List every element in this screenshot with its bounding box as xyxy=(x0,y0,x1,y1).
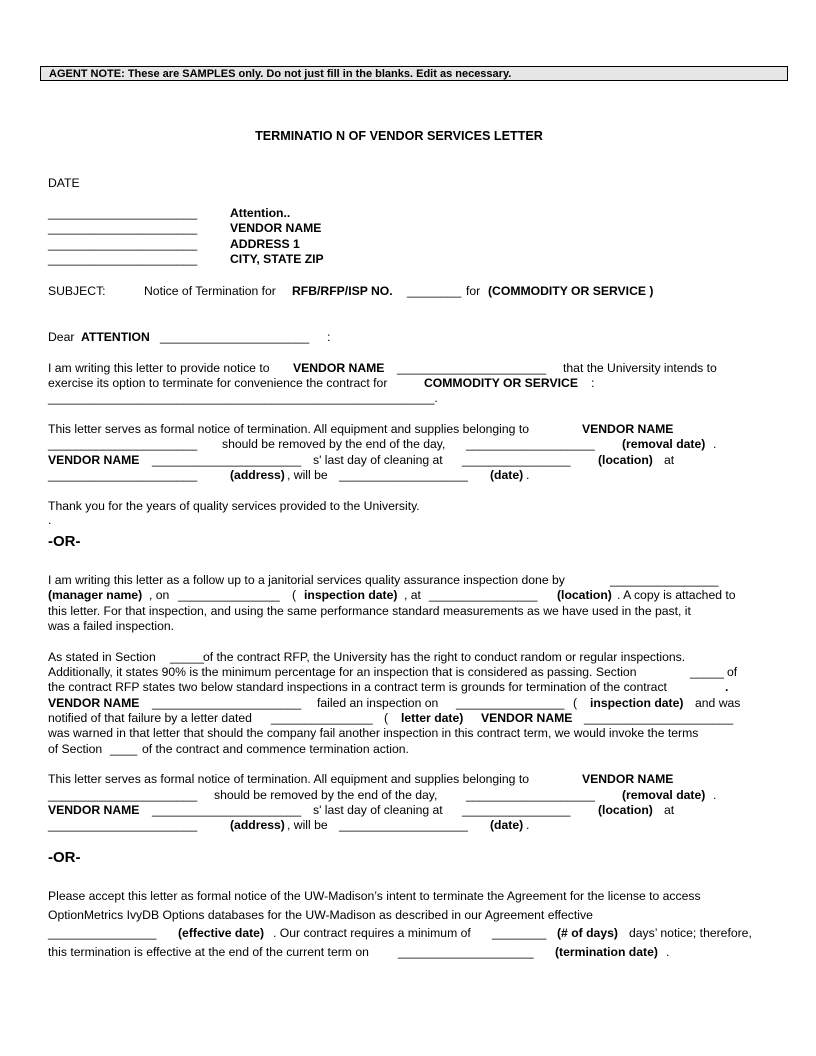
notice-text: . xyxy=(713,788,717,802)
p2-blank: _______________ xyxy=(178,588,280,602)
p3-text: As stated in Section xyxy=(48,650,156,664)
address-line-vendor: VENDOR NAME xyxy=(230,221,322,235)
notice-blank: ______________________ xyxy=(48,468,198,482)
notice-vendor: VENDOR NAME xyxy=(582,772,674,786)
p2-text: this letter. For that inspection, and using the same performance standard measurements as we have used in the past, it xyxy=(48,604,691,618)
p4-text: Please accept this letter as formal notice of the UW-Madison’s intent to terminate the Agreement for the license to access xyxy=(48,889,701,903)
p3-text: the contract RFP states two below standard inspections in a contract term is grounds for termination of the contract xyxy=(48,680,667,694)
notice-blank: ______________________ xyxy=(152,453,302,467)
p1-blank: ______________________ xyxy=(397,361,547,375)
notice-removal-date: (removal date) xyxy=(622,437,706,451)
address-line-city: CITY, STATE ZIP xyxy=(230,252,324,266)
subject-text: Notice of Termination for xyxy=(144,284,276,298)
p1-vendor: VENDOR NAME xyxy=(293,361,385,375)
notice-text: This letter serves as formal notice of termination. All equipment and supplies belonging to xyxy=(48,422,529,436)
notice-text: should be removed by the end of the day, xyxy=(222,437,446,451)
p4-days: (# of days) xyxy=(557,926,618,940)
p1-text: I am writing this letter to provide notice to xyxy=(48,361,270,375)
address-blank: ______________________ xyxy=(48,221,198,235)
p2-text: ( xyxy=(292,588,297,602)
notice-blank: ______________________ xyxy=(152,803,302,817)
p3-text: failed an inspection on xyxy=(317,696,439,710)
p4-effective-date: (effective date) xyxy=(178,926,265,940)
p3-text: . xyxy=(725,680,729,694)
notice-address: (address) xyxy=(230,818,285,832)
notice-text: , will be xyxy=(287,818,328,832)
notice-text: . xyxy=(526,818,530,832)
notice-text: This letter serves as formal notice of termination. All equipment and supplies belonging to xyxy=(48,772,529,786)
notice-vendor: VENDOR NAME xyxy=(48,453,140,467)
or-separator: -OR- xyxy=(48,533,81,550)
p4-text: OptionMetrics IvyDB Options databases for the UW-Madison as described in our Agreement effective xyxy=(48,908,593,922)
p3-blank: ________________ xyxy=(456,696,565,710)
notice-text: . xyxy=(526,468,530,482)
date-label: DATE xyxy=(48,176,80,190)
p4-blank: ____________________ xyxy=(398,945,534,959)
notice-blank: ________________ xyxy=(462,453,571,467)
address-line-1: ADDRESS 1 xyxy=(230,237,300,251)
p4-text: . Our contract requires a minimum of xyxy=(273,926,471,940)
greeting-blank: ______________________ xyxy=(160,330,310,344)
p4-blank: ________________ xyxy=(48,926,157,940)
p4-text: this termination is effective at the end of the current term on xyxy=(48,945,369,959)
p3-blank: _____ xyxy=(170,650,204,664)
notice-blank: ________________ xyxy=(462,803,571,817)
p3-text: notified of that failure by a letter dated xyxy=(48,711,252,725)
p3-blank: ______________________ xyxy=(152,696,302,710)
p3-blank: ____ xyxy=(110,742,138,756)
notice-text: at xyxy=(664,803,675,817)
thanks-sentence: Thank you for the years of quality services provided to the University. xyxy=(48,499,420,513)
p3-blank: ______________________ xyxy=(584,711,734,725)
p4-text: days’ notice; therefore, xyxy=(629,926,752,940)
p4-text: . xyxy=(666,945,670,959)
subject-blank: ________ xyxy=(407,284,462,298)
p3-text: of xyxy=(727,665,738,679)
notice-blank: ______________________ xyxy=(48,818,198,832)
notice-address: (address) xyxy=(230,468,285,482)
notice-location: (location) xyxy=(598,803,653,817)
greeting-dear: Dear xyxy=(48,330,75,344)
notice-blank: ___________________ xyxy=(466,437,595,451)
p2-text: , on xyxy=(149,588,170,602)
address-line-attention: Attention.. xyxy=(230,206,291,220)
p1-commodity: COMMODITY OR SERVICE xyxy=(424,376,578,390)
notice-text: . xyxy=(713,437,717,451)
notice-text: should be removed by the end of the day, xyxy=(214,788,438,802)
notice-text: , will be xyxy=(287,468,328,482)
p2-inspection-date: inspection date) xyxy=(304,588,398,602)
p1-blank-line: _________________________________________________________. xyxy=(48,391,438,405)
p3-text: ( xyxy=(384,711,389,725)
subject-commodity: (COMMODITY OR SERVICE ) xyxy=(488,284,654,298)
notice-date: (date) xyxy=(490,818,524,832)
p2-location: (location) xyxy=(557,588,612,602)
notice-blank: ___________________ xyxy=(339,818,468,832)
or-separator: -OR- xyxy=(48,849,81,866)
p3-text: was warned in that letter that should the company fail another inspection in this contract term, we would invoke the terms xyxy=(48,726,699,740)
p4-termination-date: (termination date) xyxy=(555,945,658,959)
p2-text: I am writing this letter as a follow up to a janitorial services quality assurance inspection done by xyxy=(48,573,565,587)
p2-text: was a failed inspection. xyxy=(48,619,175,633)
notice-vendor: VENDOR NAME xyxy=(48,803,140,817)
greeting-attention: ATTENTION xyxy=(81,330,150,344)
p2-manager: (manager name) xyxy=(48,588,143,602)
p3-blank: _____ xyxy=(690,665,724,679)
p2-blank: ________________ xyxy=(429,588,538,602)
notice-date: (date) xyxy=(490,468,524,482)
p3-vendor: VENDOR NAME xyxy=(48,696,140,710)
p3-text: Additionally, it states 90% is the minimum percentage for an inspection that is considered as passing. Section xyxy=(48,665,637,679)
p1-text: that the University intends to xyxy=(563,361,717,375)
p3-text: of the contract and commence termination action. xyxy=(142,742,409,756)
notice-removal-date: (removal date) xyxy=(622,788,706,802)
subject-for: for xyxy=(466,284,481,298)
notice-text: s' last day of cleaning at xyxy=(313,453,443,467)
p3-vendor: VENDOR NAME xyxy=(481,711,573,725)
notice-location: (location) xyxy=(598,453,653,467)
p3-letter-date: letter date) xyxy=(401,711,464,725)
notice-blank: ______________________ xyxy=(48,788,198,802)
p3-inspection-date: inspection date) xyxy=(590,696,684,710)
p1-text: : xyxy=(591,376,595,390)
p3-text: of the contract RFP, the University has the right to conduct random or regular inspections. xyxy=(203,650,686,664)
p1-text: exercise its option to terminate for convenience the contract for xyxy=(48,376,388,390)
p4-blank: ________ xyxy=(492,926,547,940)
subject-label: SUBJECT: xyxy=(48,284,106,298)
p3-text: of Section xyxy=(48,742,103,756)
address-blank: ______________________ xyxy=(48,252,198,266)
subject-rfb: RFB/RFP/ISP NO. xyxy=(292,284,393,298)
address-blank: ______________________ xyxy=(48,206,198,220)
p2-text: , at xyxy=(404,588,421,602)
notice-blank: ______________________ xyxy=(48,437,198,451)
notice-text: s' last day of cleaning at xyxy=(313,803,443,817)
p2-blank: ________________ xyxy=(610,573,719,587)
p3-blank: _______________ xyxy=(271,711,373,725)
agent-note-banner: AGENT NOTE: These are SAMPLES only. Do not just fill in the blanks. Edit as necessary. xyxy=(40,66,788,81)
address-blank: ______________________ xyxy=(48,237,198,251)
p3-text: and was xyxy=(695,696,741,710)
notice-text: at xyxy=(664,453,675,467)
stray-dot: . xyxy=(48,513,52,527)
notice-vendor: VENDOR NAME xyxy=(582,422,674,436)
greeting-colon: : xyxy=(327,330,331,344)
p3-text: ( xyxy=(573,696,578,710)
letter-title: TERMINATIO N OF VENDOR SERVICES LETTER xyxy=(255,129,543,143)
notice-blank: ___________________ xyxy=(339,468,468,482)
p2-text: . A copy is attached to xyxy=(617,588,736,602)
notice-blank: ___________________ xyxy=(466,788,595,802)
